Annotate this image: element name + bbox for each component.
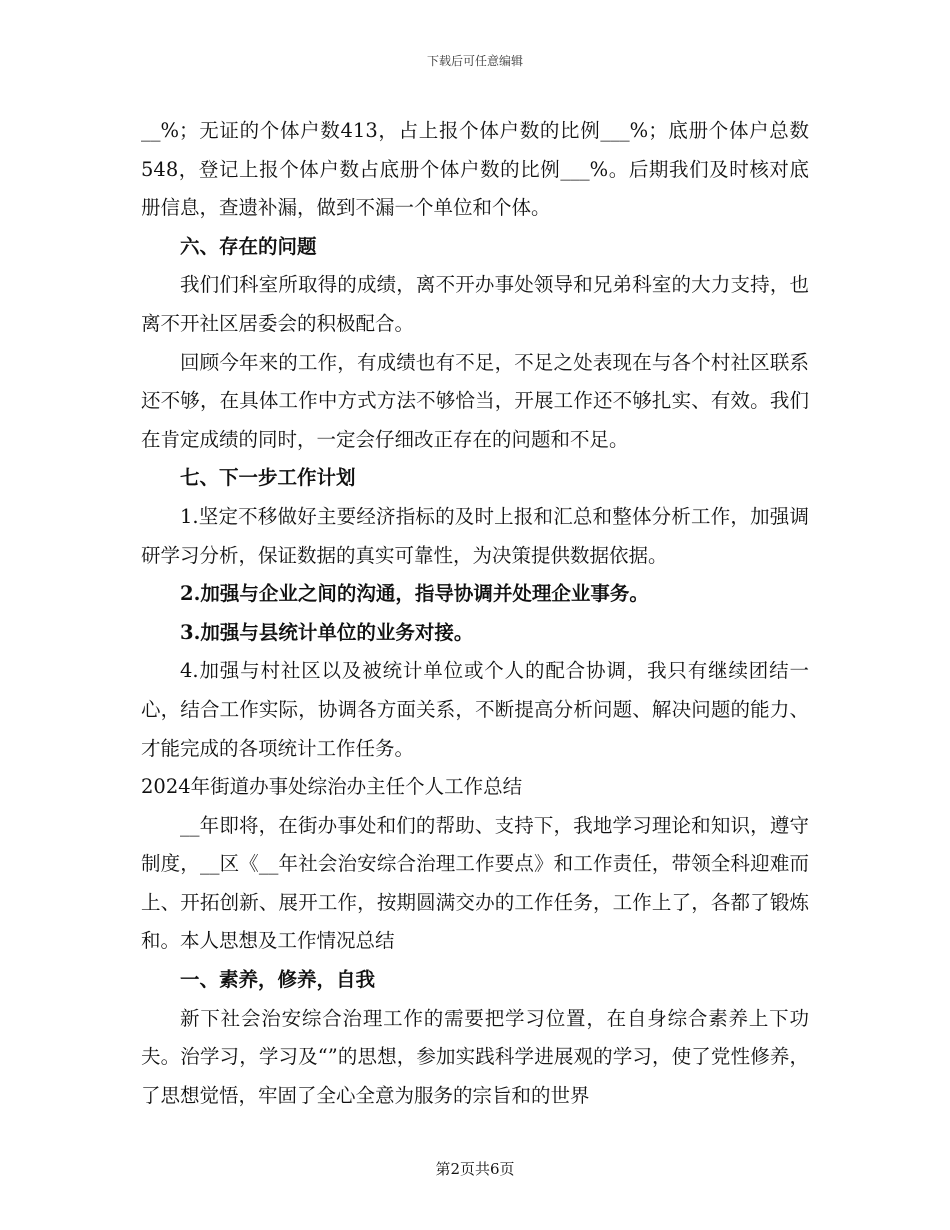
heading-next-plan: 七、下一步工作计划 (180, 466, 356, 490)
plan-item-3: 3.加强与县统计单位的业务对接。 (180, 620, 474, 644)
section-title: 2024年街道办事处综治办主任个人工作总结 (141, 775, 523, 799)
paragraph-1: __%；无证的个体户数413，占上报个体户数的比例___%；底册个体户总数548，登记上报个体户数占底册个体户数的比例___%。后期我们及时核对底册信息，查遗补漏，做到不漏一个单位和个体。 (141, 119, 809, 220)
heading-problems: 六、存在的问题 (180, 234, 317, 258)
paragraph-4: __年即将，在街办事处和们的帮助、支持下，我地学习理论和知识，遵守制度，__区《__年社会治安综合治理工作要点》和工作责任，带领全科迎难而上、开拓创新、展开工作，按期圆满交办的工作任务，工作上了，各都了锻炼和。本人思想及工作情况总结 (141, 813, 809, 953)
paragraph-3: 回顾今年来的工作，有成绩也有不足，不足之处表现在与各个村社区联系还不够，在具体工作中方式方法不够恰当，开展工作还不够扎实、有效。我们在肯定成绩的同时，一定会仔细改正存在的问题和不足。 (141, 350, 809, 451)
plan-item-4: 4.加强与村社区以及被统计单位或个人的配合协调，我只有继续团结一心，结合工作实际，协调各方面关系，不断提高分析问题、解决问题的能力、才能完成的各项统计工作任务。 (141, 659, 809, 760)
document-body (141, 112, 809, 1115)
plan-item-1: 1.坚定不移做好主要经济指标的及时上报和汇总和整体分析工作，加强调研学习分析，保证数据的真实可靠性，为决策提供数据依据。 (141, 504, 809, 567)
plan-item-2: 2.加强与企业之间的沟通，指导协调并处理企业事务。 (180, 582, 649, 606)
paragraph-5: 新下社会治安综合治理工作的需要把学习位置，在自身综合素养上下功夫。治学习，学习及“”的思想，参加实践科学进展观的学习，使了党性修养，了思想觉悟，牢固了全心全意为服务的宗旨和的世界 (141, 1006, 809, 1107)
page-footer: 第2页共6页 (435, 1160, 515, 1178)
page-header: 下载后可任意编辑 (426, 54, 523, 68)
heading-quality: 一、素养，修养，自我 (180, 968, 376, 992)
paragraph-2: 我们们科室所取得的成绩，离不开办事处领导和兄弟科室的大力支持，也离不开社区居委会的积极配合。 (141, 273, 809, 335)
